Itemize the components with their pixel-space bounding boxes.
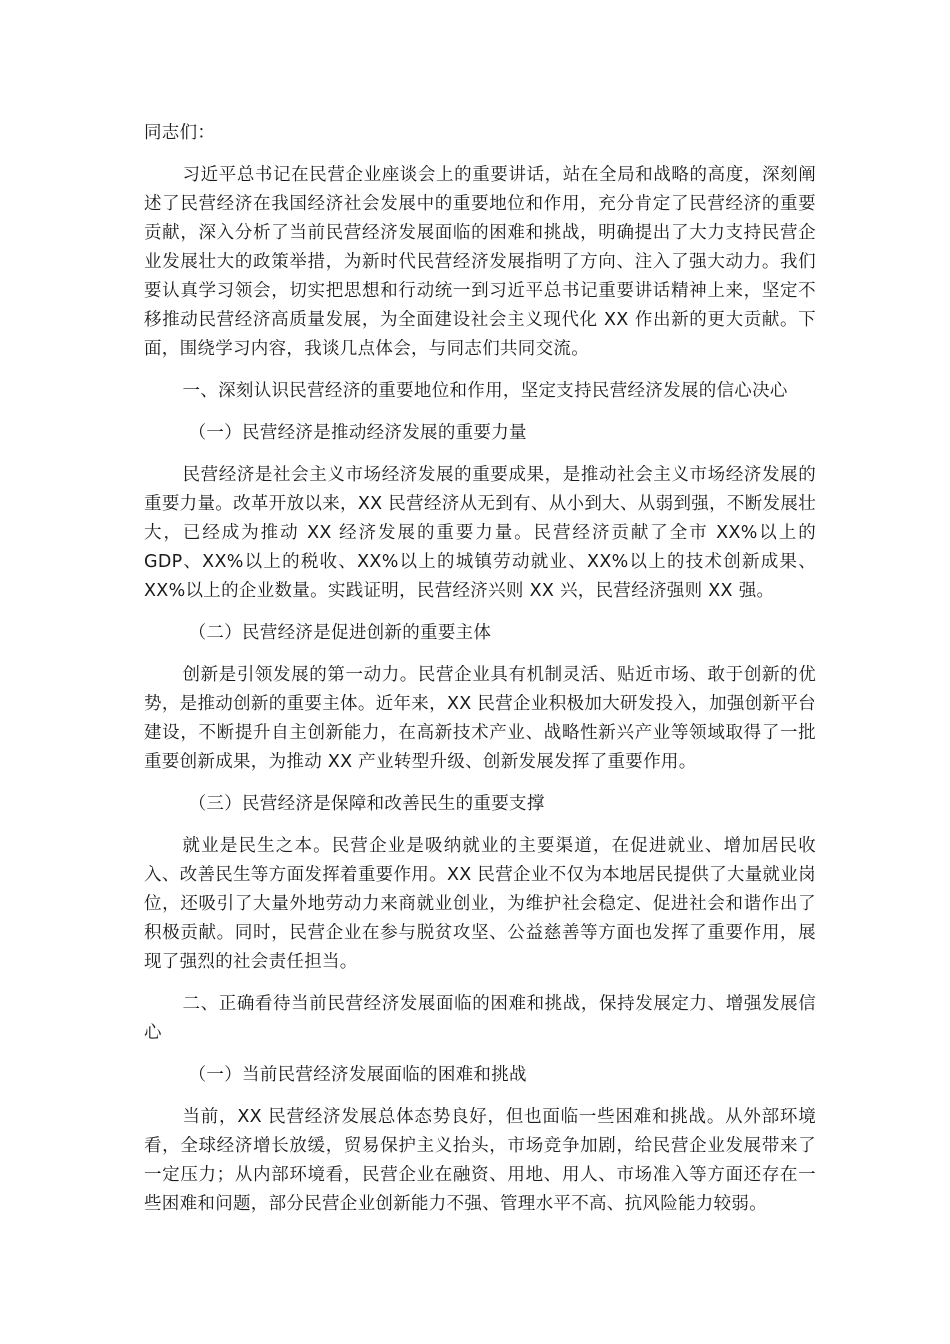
body-paragraph: 创新是引领发展的第一动力。民营企业具有机制灵活、贴近市场、敢于创新的优势，是推动创新的重要主体。近年来，XX 民营企业积极加大研发投入，加强创新平台建设，不断提升自主创新能力，在高新技术产业、战略性新兴产业等领域取得了一批重要创新成果，为推动 XX 产业转型升级、创新发展发挥了重要作用。 <box>144 665 816 772</box>
body-paragraph: 就业是民生之本。民营企业是吸纳就业的主要渠道，在促进就业、增加居民收入、改善民生等方面发挥着重要作用。XX 民营企业不仅为本地居民提供了大量就业岗位，还吸引了大量外地劳动力来商就业创业，为维护社会稳定、促进社会和谐作出了积极贡献。同时，民营企业在参与脱贫攻坚、公益慈善等方面也发挥了重要作用，展现了强烈的社会责任担当。 <box>144 836 816 972</box>
body-paragraph: 习近平总书记在民营企业座谈会上的重要讲话，站在全局和战略的高度，深刻阐述了民营经济在我国经济社会发展中的重要地位和作用，充分肯定了民营经济的重要贡献，深入分析了当前民营经济发展面临的困难和挑战，明确提出了大力支持民营企业发展壮大的政策举措，为新时代民营经济发展指明了方向、注入了强大动力。我们要认真学习领会，切实把思想和行动统一到习近平总书记重要讲话精神上来，坚定不移推动民营经济高质量发展，为全面建设社会主义现代化 XX 作出新的更大贡献。下面，围绕学习内容，我谈几点体会，与同志们共同交流。 <box>144 165 816 359</box>
document-page <box>144 119 816 1232</box>
sub-heading: （三）民营经济是保障和改善民生的重要支撑 <box>188 794 545 814</box>
salutation: 同志们： <box>144 123 216 143</box>
sub-heading: （一）当前民营经济发展面临的困难和挑战 <box>188 1065 527 1085</box>
section-heading: 二、正确看待当前民营经济发展面临的困难和挑战，保持发展定力、增强发展信心 <box>144 994 816 1043</box>
section-heading: 一、深刻认识民营经济的重要地位和作用，坚定支持民营经济发展的信心决心 <box>182 381 788 401</box>
sub-heading: （一）民营经济是推动经济发展的重要力量 <box>188 423 527 443</box>
body-paragraph: 民营经济是社会主义市场经济发展的重要成果，是推动社会主义市场经济发展的重要力量。改革开放以来，XX 民营经济从无到有、从小到大、从弱到强，不断发展壮大，已经成为推动 XX 经济发展的重要力量。民营经济贡献了全市 XX%以上的 GDP、XX%以上的税收、XX%以上的城镇劳动就业、XX%以上的技术创新成果、XX%以上的企业数量。实践证明，民营经济兴则 XX 兴，民营经济强则 XX 强。 <box>144 465 816 601</box>
body-paragraph: 当前，XX 民营经济发展总体态势良好，但也面临一些困难和挑战。从外部环境看，全球经济增长放缓，贸易保护主义抬头，市场竞争加剧，给民营企业发展带来了一定压力；从内部环境看，民营企业在融资、用地、用人、市场准入等方面还存在一些困难和问题，部分民营企业创新能力不强、管理水平不高、抗风险能力较弱。 <box>144 1107 816 1214</box>
sub-heading: （二）民营经济是促进创新的重要主体 <box>188 623 492 643</box>
